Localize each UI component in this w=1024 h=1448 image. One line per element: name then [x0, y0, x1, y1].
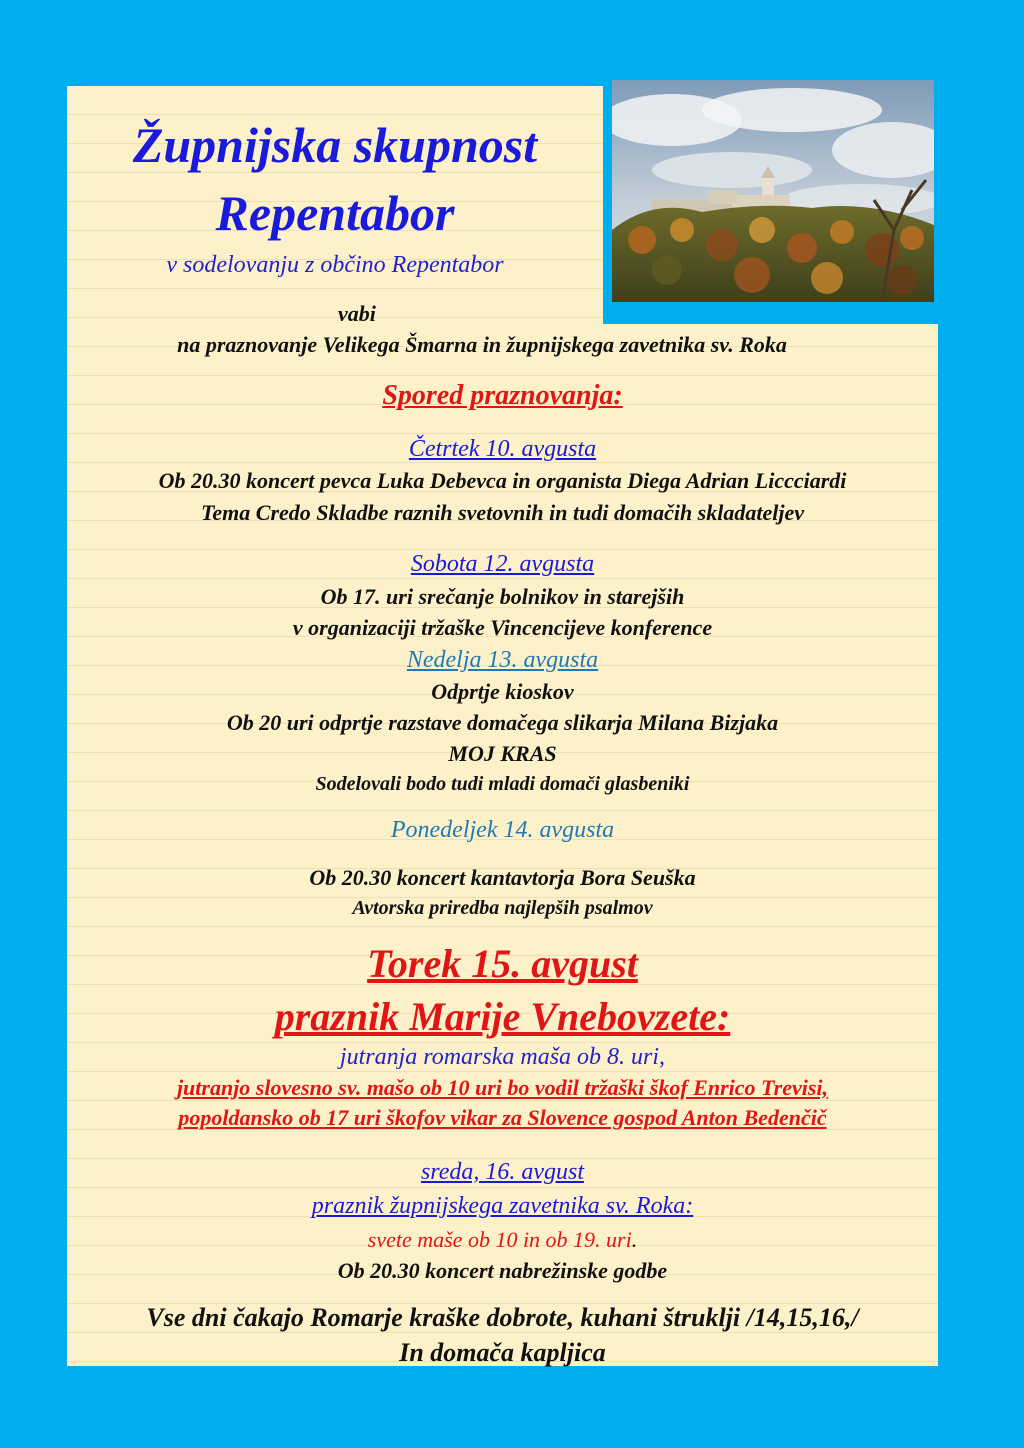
tuesday-line-1: jutranja romarska maša ob 8. uri,	[339, 1044, 666, 1070]
monday-line-1: Ob 20.30 koncert kantavtorja Bora Seuška	[309, 865, 696, 890]
monday-line-2: Avtorska priredba najlepših psalmov	[352, 897, 653, 919]
thursday-line-1: Ob 20.30 koncert pevca Luka Debevca in organista Diega Adrian Liccciardi	[158, 468, 847, 493]
title-line-1: Župnijska skupnost	[132, 117, 538, 173]
sunday-line-2: Ob 20 uri odprtje razstave domačega slikarja Milana Bizjaka	[226, 710, 779, 735]
wednesday-subheading: praznik župnijskega zavetnika sv. Roka:	[311, 1193, 694, 1219]
title-line-2: Repentabor	[215, 185, 455, 241]
footer-line-1: Vse dni čakajo Romarje kraške dobrote, kuhani štruklji /14,15,16,/	[146, 1303, 859, 1332]
monday-heading: Ponedeljek 14. avgusta	[390, 817, 615, 843]
sunday-line-3: MOJ KRAS	[448, 741, 557, 766]
saturday-heading: Sobota 12. avgusta	[410, 551, 595, 577]
thursday-heading: Četrtek 10. avgusta	[408, 436, 597, 462]
program-title: Spored praznovanja:	[382, 380, 623, 411]
tuesday-line-2: jutranjo slovesno sv. mašo ob 10 uri bo vodil tržaški škof Enrico Trevisi,	[176, 1075, 829, 1100]
wednesday-masses-period: .	[631, 1227, 638, 1252]
footer-line-2: In domača kapljica	[399, 1338, 606, 1367]
wednesday-masses-text: svete maše ob 10 in ob 19. uri	[367, 1227, 632, 1252]
thursday-line-2: Tema Credo Skladbe raznih svetovnih in tudi domačih skladateljev	[200, 500, 804, 525]
sunday-heading: Nedelja 13. avgusta	[406, 647, 599, 673]
invite-text: na praznovanje Velikega Šmarna in župnijskega zavetnika sv. Roka	[177, 332, 787, 357]
saturday-line-2: v organizaciji tržaške Vincencijeve konference	[292, 615, 713, 640]
tuesday-heading-2: praznik Marije Vnebovzete:	[274, 994, 731, 1039]
sunday-line-1: Odprtje kioskov	[431, 679, 574, 704]
sunday-line-4: Sodelovali bodo tudi mladi domači glasbeniki	[315, 773, 690, 795]
wednesday-masses	[67, 1229, 938, 1251]
saturday-line-1: Ob 17. uri srečanje bolnikov in starejših	[320, 584, 685, 609]
tuesday-heading-1: Torek 15. avgust	[367, 941, 638, 986]
wednesday-heading: sreda, 16. avgust	[420, 1159, 585, 1185]
invite-word: vabi	[338, 301, 376, 326]
subtitle: v sodelovanju z občino Repentabor	[166, 252, 504, 278]
tuesday-line-3: popoldansko ob 17 uri škofov vikar za Slovence gospod Anton Bedenčič	[178, 1105, 827, 1130]
wednesday-concert: Ob 20.30 koncert nabrežinske godbe	[337, 1258, 668, 1283]
church-photo	[612, 80, 934, 302]
